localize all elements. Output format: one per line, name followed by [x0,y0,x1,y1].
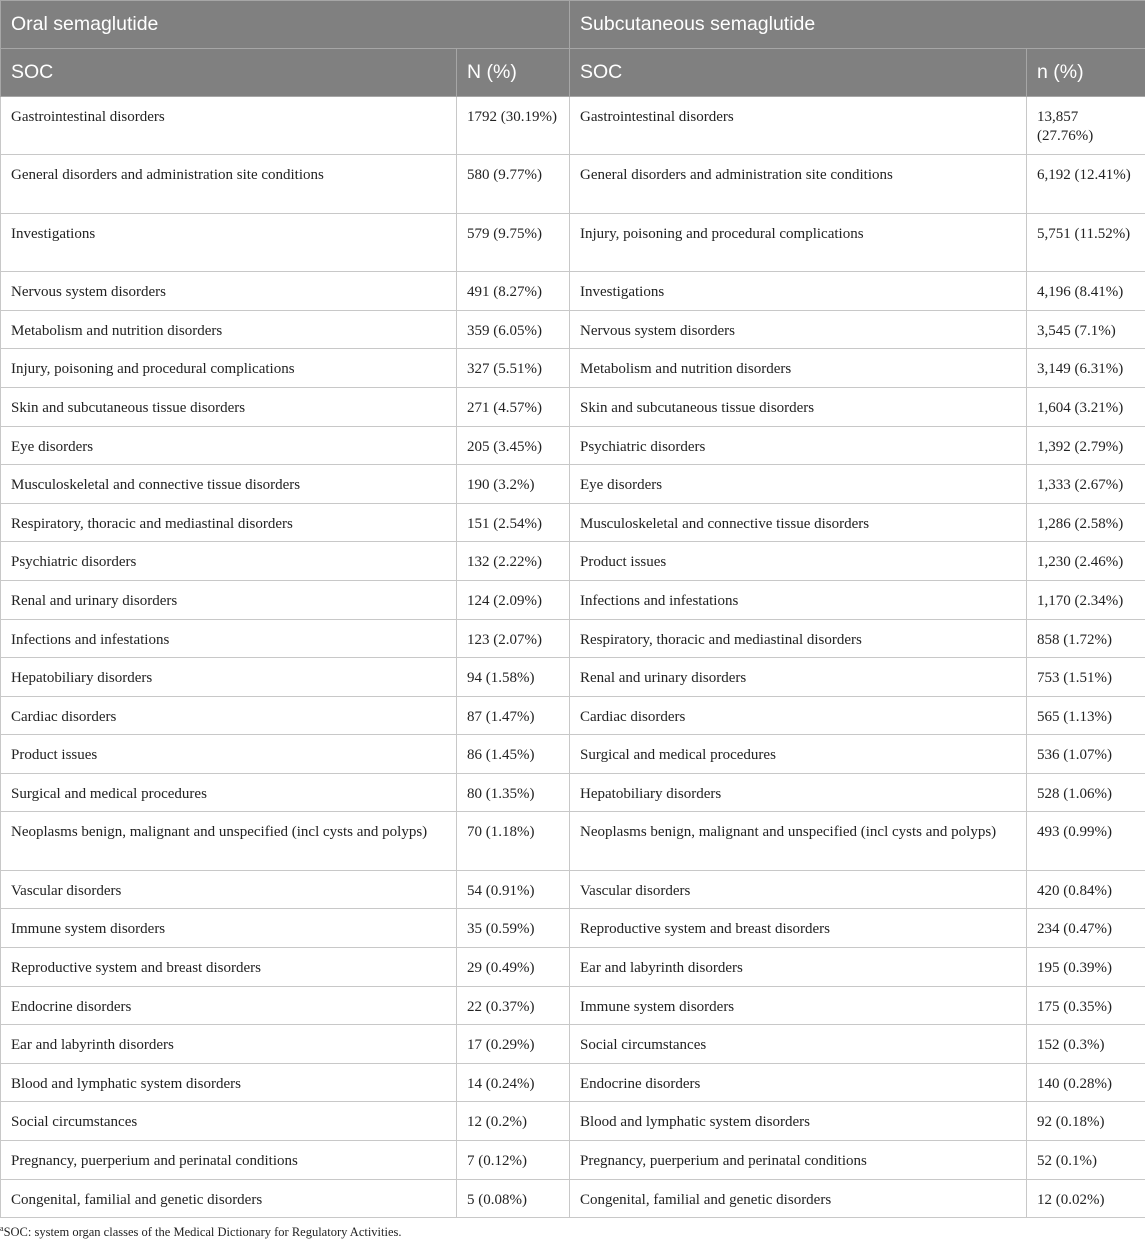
oral-n-cell: 5 (0.08%) [457,1179,570,1218]
oral-n-cell: 124 (2.09%) [457,580,570,619]
table-row [1,909,1145,948]
table-row [1,310,1145,349]
table-row [1,465,1145,504]
subcutaneous-n-cell: 858 (1.72%) [1027,619,1145,658]
table-row [1,213,1145,271]
oral-soc-cell: Congenital, familial and genetic disorders [1,1179,457,1218]
table-row [1,387,1145,426]
subcutaneous-soc-cell: Cardiac disorders [570,696,1027,735]
oral-n-cell: 359 (6.05%) [457,310,570,349]
subcutaneous-n-cell: 1,333 (2.67%) [1027,465,1145,504]
subcutaneous-n-cell: 140 (0.28%) [1027,1063,1145,1102]
subcutaneous-n-cell: 152 (0.3%) [1027,1025,1145,1064]
oral-soc-cell: Eye disorders [1,426,457,465]
oral-soc-cell: Psychiatric disorders [1,542,457,581]
oral-n-cell: 580 (9.77%) [457,155,570,213]
subcutaneous-n-cell: 234 (0.47%) [1027,909,1145,948]
subcutaneous-soc-cell: Ear and labyrinth disorders [570,948,1027,987]
oral-soc-cell: Infections and infestations [1,619,457,658]
table-row [1,870,1145,909]
oral-soc-cell: Renal and urinary disorders [1,580,457,619]
subcutaneous-n-cell: 753 (1.51%) [1027,658,1145,697]
table-row [1,735,1145,774]
oral-n-cell: 70 (1.18%) [457,812,570,870]
subcutaneous-soc-cell: Musculoskeletal and connective tissue disorders [570,503,1027,542]
column-header-subcutaneous-soc: SOC [570,49,1027,97]
subcutaneous-soc-cell: Eye disorders [570,465,1027,504]
oral-n-cell: 151 (2.54%) [457,503,570,542]
subcutaneous-n-cell: 3,545 (7.1%) [1027,310,1145,349]
subcutaneous-n-cell: 4,196 (8.41%) [1027,272,1145,311]
subcutaneous-soc-cell: Psychiatric disorders [570,426,1027,465]
subcutaneous-soc-cell: Reproductive system and breast disorders [570,909,1027,948]
subcutaneous-n-cell: 195 (0.39%) [1027,948,1145,987]
oral-soc-cell: Immune system disorders [1,909,457,948]
table-footnote [0,1218,1145,1240]
subcutaneous-soc-cell: Immune system disorders [570,986,1027,1025]
oral-n-cell: 132 (2.22%) [457,542,570,581]
subcutaneous-n-cell: 52 (0.1%) [1027,1141,1145,1180]
subcutaneous-soc-cell: Infections and infestations [570,580,1027,619]
subcutaneous-soc-cell: Respiratory, thoracic and mediastinal disorders [570,619,1027,658]
oral-soc-cell: Ear and labyrinth disorders [1,1025,457,1064]
oral-n-cell: 7 (0.12%) [457,1141,570,1180]
subcutaneous-soc-cell: Product issues [570,542,1027,581]
footnote-marker: a [0,1224,4,1233]
subcutaneous-n-cell: 3,149 (6.31%) [1027,349,1145,388]
column-header-oral-n: N (%) [457,49,570,97]
oral-soc-cell: Vascular disorders [1,870,457,909]
table-row [1,773,1145,812]
subcutaneous-soc-cell: Pregnancy, puerperium and perinatal conditions [570,1141,1027,1180]
subcutaneous-soc-cell: Vascular disorders [570,870,1027,909]
oral-soc-cell: Social circumstances [1,1102,457,1141]
table-row [1,155,1145,213]
table-row [1,619,1145,658]
subcutaneous-soc-cell: Congenital, familial and genetic disorders [570,1179,1027,1218]
oral-soc-cell: General disorders and administration site conditions [1,155,457,213]
table-row [1,426,1145,465]
subcutaneous-soc-cell: Hepatobiliary disorders [570,773,1027,812]
subcutaneous-n-cell: 13,857 (27.76%) [1027,97,1145,155]
oral-soc-cell: Neoplasms benign, malignant and unspecified (incl cysts and polyps) [1,812,457,870]
oral-n-cell: 80 (1.35%) [457,773,570,812]
group-header-row [1,1,1145,49]
oral-n-cell: 190 (3.2%) [457,465,570,504]
subcutaneous-soc-cell: Blood and lymphatic system disorders [570,1102,1027,1141]
oral-soc-cell: Investigations [1,213,457,271]
oral-soc-cell: Reproductive system and breast disorders [1,948,457,987]
oral-n-cell: 271 (4.57%) [457,387,570,426]
oral-n-cell: 12 (0.2%) [457,1102,570,1141]
oral-soc-cell: Musculoskeletal and connective tissue disorders [1,465,457,504]
oral-soc-cell: Cardiac disorders [1,696,457,735]
subcutaneous-soc-cell: Renal and urinary disorders [570,658,1027,697]
column-header-subcutaneous-n: n (%) [1027,49,1145,97]
subcutaneous-soc-cell: Surgical and medical procedures [570,735,1027,774]
table-body [1,97,1145,1218]
subcutaneous-n-cell: 528 (1.06%) [1027,773,1145,812]
subcutaneous-n-cell: 92 (0.18%) [1027,1102,1145,1141]
subcutaneous-n-cell: 1,170 (2.34%) [1027,580,1145,619]
column-header-row [1,49,1145,97]
table-row [1,580,1145,619]
subcutaneous-soc-cell: Injury, poisoning and procedural complications [570,213,1027,271]
subcutaneous-soc-cell: Neoplasms benign, malignant and unspecified (incl cysts and polyps) [570,812,1027,870]
table-row [1,1102,1145,1141]
oral-soc-cell: Gastrointestinal disorders [1,97,457,155]
table-row [1,948,1145,987]
oral-soc-cell: Nervous system disorders [1,272,457,311]
oral-n-cell: 14 (0.24%) [457,1063,570,1102]
subcutaneous-soc-cell: Nervous system disorders [570,310,1027,349]
footnote-text: SOC: system organ classes of the Medical Dictionary for Regulatory Activities. [4,1225,402,1239]
oral-n-cell: 35 (0.59%) [457,909,570,948]
oral-soc-cell: Injury, poisoning and procedural complications [1,349,457,388]
table-row [1,97,1145,155]
subcutaneous-n-cell: 1,392 (2.79%) [1027,426,1145,465]
table-row [1,1179,1145,1218]
oral-n-cell: 123 (2.07%) [457,619,570,658]
subcutaneous-n-cell: 5,751 (11.52%) [1027,213,1145,271]
oral-n-cell: 22 (0.37%) [457,986,570,1025]
table-row [1,986,1145,1025]
subcutaneous-n-cell: 420 (0.84%) [1027,870,1145,909]
subcutaneous-n-cell: 175 (0.35%) [1027,986,1145,1025]
oral-soc-cell: Hepatobiliary disorders [1,658,457,697]
oral-n-cell: 327 (5.51%) [457,349,570,388]
oral-n-cell: 54 (0.91%) [457,870,570,909]
subcutaneous-soc-cell: Investigations [570,272,1027,311]
table-row [1,1025,1145,1064]
oral-n-cell: 17 (0.29%) [457,1025,570,1064]
oral-n-cell: 579 (9.75%) [457,213,570,271]
oral-soc-cell: Surgical and medical procedures [1,773,457,812]
oral-soc-cell: Blood and lymphatic system disorders [1,1063,457,1102]
subcutaneous-n-cell: 12 (0.02%) [1027,1179,1145,1218]
table-row [1,542,1145,581]
oral-n-cell: 205 (3.45%) [457,426,570,465]
table-row [1,503,1145,542]
subcutaneous-n-cell: 565 (1.13%) [1027,696,1145,735]
table-header [1,1,1145,97]
subcutaneous-soc-cell: General disorders and administration site conditions [570,155,1027,213]
table-row [1,1141,1145,1180]
table-row [1,812,1145,870]
oral-soc-cell: Product issues [1,735,457,774]
subcutaneous-n-cell: 1,230 (2.46%) [1027,542,1145,581]
table-row [1,272,1145,311]
group-header-oral: Oral semaglutide [1,1,570,49]
subcutaneous-soc-cell: Gastrointestinal disorders [570,97,1027,155]
oral-n-cell: 491 (8.27%) [457,272,570,311]
oral-soc-cell: Metabolism and nutrition disorders [1,310,457,349]
group-header-subcutaneous: Subcutaneous semaglutide [570,1,1145,49]
oral-n-cell: 86 (1.45%) [457,735,570,774]
oral-n-cell: 1792 (30.19%) [457,97,570,155]
subcutaneous-n-cell: 1,286 (2.58%) [1027,503,1145,542]
subcutaneous-soc-cell: Endocrine disorders [570,1063,1027,1102]
table-row [1,1063,1145,1102]
subcutaneous-soc-cell: Social circumstances [570,1025,1027,1064]
oral-soc-cell: Pregnancy, puerperium and perinatal conditions [1,1141,457,1180]
table-row [1,696,1145,735]
oral-n-cell: 94 (1.58%) [457,658,570,697]
oral-soc-cell: Skin and subcutaneous tissue disorders [1,387,457,426]
oral-n-cell: 87 (1.47%) [457,696,570,735]
subcutaneous-n-cell: 493 (0.99%) [1027,812,1145,870]
column-header-oral-soc: SOC [1,49,457,97]
subcutaneous-soc-cell: Skin and subcutaneous tissue disorders [570,387,1027,426]
subcutaneous-n-cell: 6,192 (12.41%) [1027,155,1145,213]
subcutaneous-n-cell: 536 (1.07%) [1027,735,1145,774]
oral-soc-cell: Respiratory, thoracic and mediastinal disorders [1,503,457,542]
oral-soc-cell: Endocrine disorders [1,986,457,1025]
oral-n-cell: 29 (0.49%) [457,948,570,987]
subcutaneous-n-cell: 1,604 (3.21%) [1027,387,1145,426]
table-row [1,658,1145,697]
subcutaneous-soc-cell: Metabolism and nutrition disorders [570,349,1027,388]
table-row [1,349,1145,388]
